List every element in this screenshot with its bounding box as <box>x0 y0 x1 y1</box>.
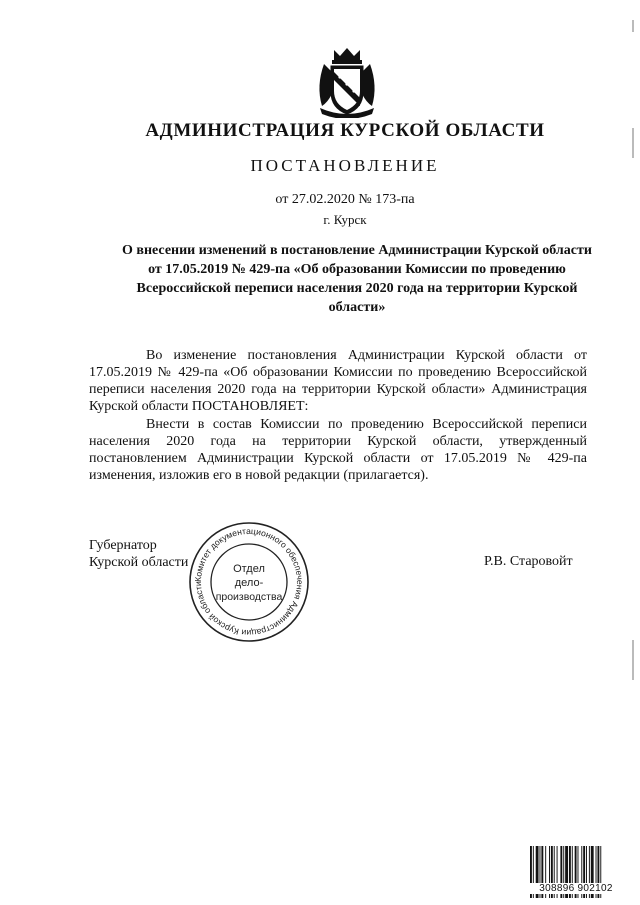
body-paragraph-1: Во изменение постановления Администрации Курской области от 17.05.2019 № 429-па «Об образовании Комиссии по проведению Всероссийской переписи населения 2020 года на территории Курской области» Администрация Курской области ПОСТАНОВЛЯЕТ: <box>89 348 587 414</box>
organization-title: АДМИНИСТРАЦИЯ КУРСКОЙ ОБЛАСТИ <box>145 120 545 141</box>
office-stamp <box>187 520 311 644</box>
margin-mark <box>632 20 634 32</box>
document-date-number: от 27.02.2020 № 173-па <box>275 192 415 207</box>
stamp-line-2: дело- <box>234 577 264 589</box>
signatory-position <box>89 537 188 571</box>
stamp-line-1: Отдел <box>233 563 265 575</box>
document-subject: О внесении изменений в постановление Администрации Курской области от 17.05.2019 № 429-па «Об образовании Комиссии по проведению Всероссийской переписи населения 2020 года на территории Курской области» <box>122 243 592 315</box>
stamp-ring-text: Комитет документационного обеспечения Администрации Курской области <box>192 525 306 639</box>
document-type: ПОСТАНОВЛЕНИЕ <box>250 156 440 175</box>
body-paragraph-2: Внести в состав Комиссии по проведению Всероссийской переписи населения 2020 года на территории Курской области, утвержденный постановлением Администрации Курской области от 17.05.2019 № 429-па изменения, изложив его в новой редакции (прилагается). <box>89 417 587 483</box>
margin-mark <box>632 640 634 680</box>
signatory-name: Р.В. Старовойт <box>484 554 573 569</box>
coat-of-arms-icon <box>314 46 380 118</box>
signatory-position-line-2: Курской области <box>89 555 189 570</box>
barcode-number: 308896 902102 <box>528 883 624 894</box>
margin-mark <box>632 128 634 158</box>
stamp-line-3: производства <box>215 591 283 603</box>
document-city: г. Курск <box>323 212 367 227</box>
signatory-position-line-1: Губернатор <box>89 538 157 553</box>
